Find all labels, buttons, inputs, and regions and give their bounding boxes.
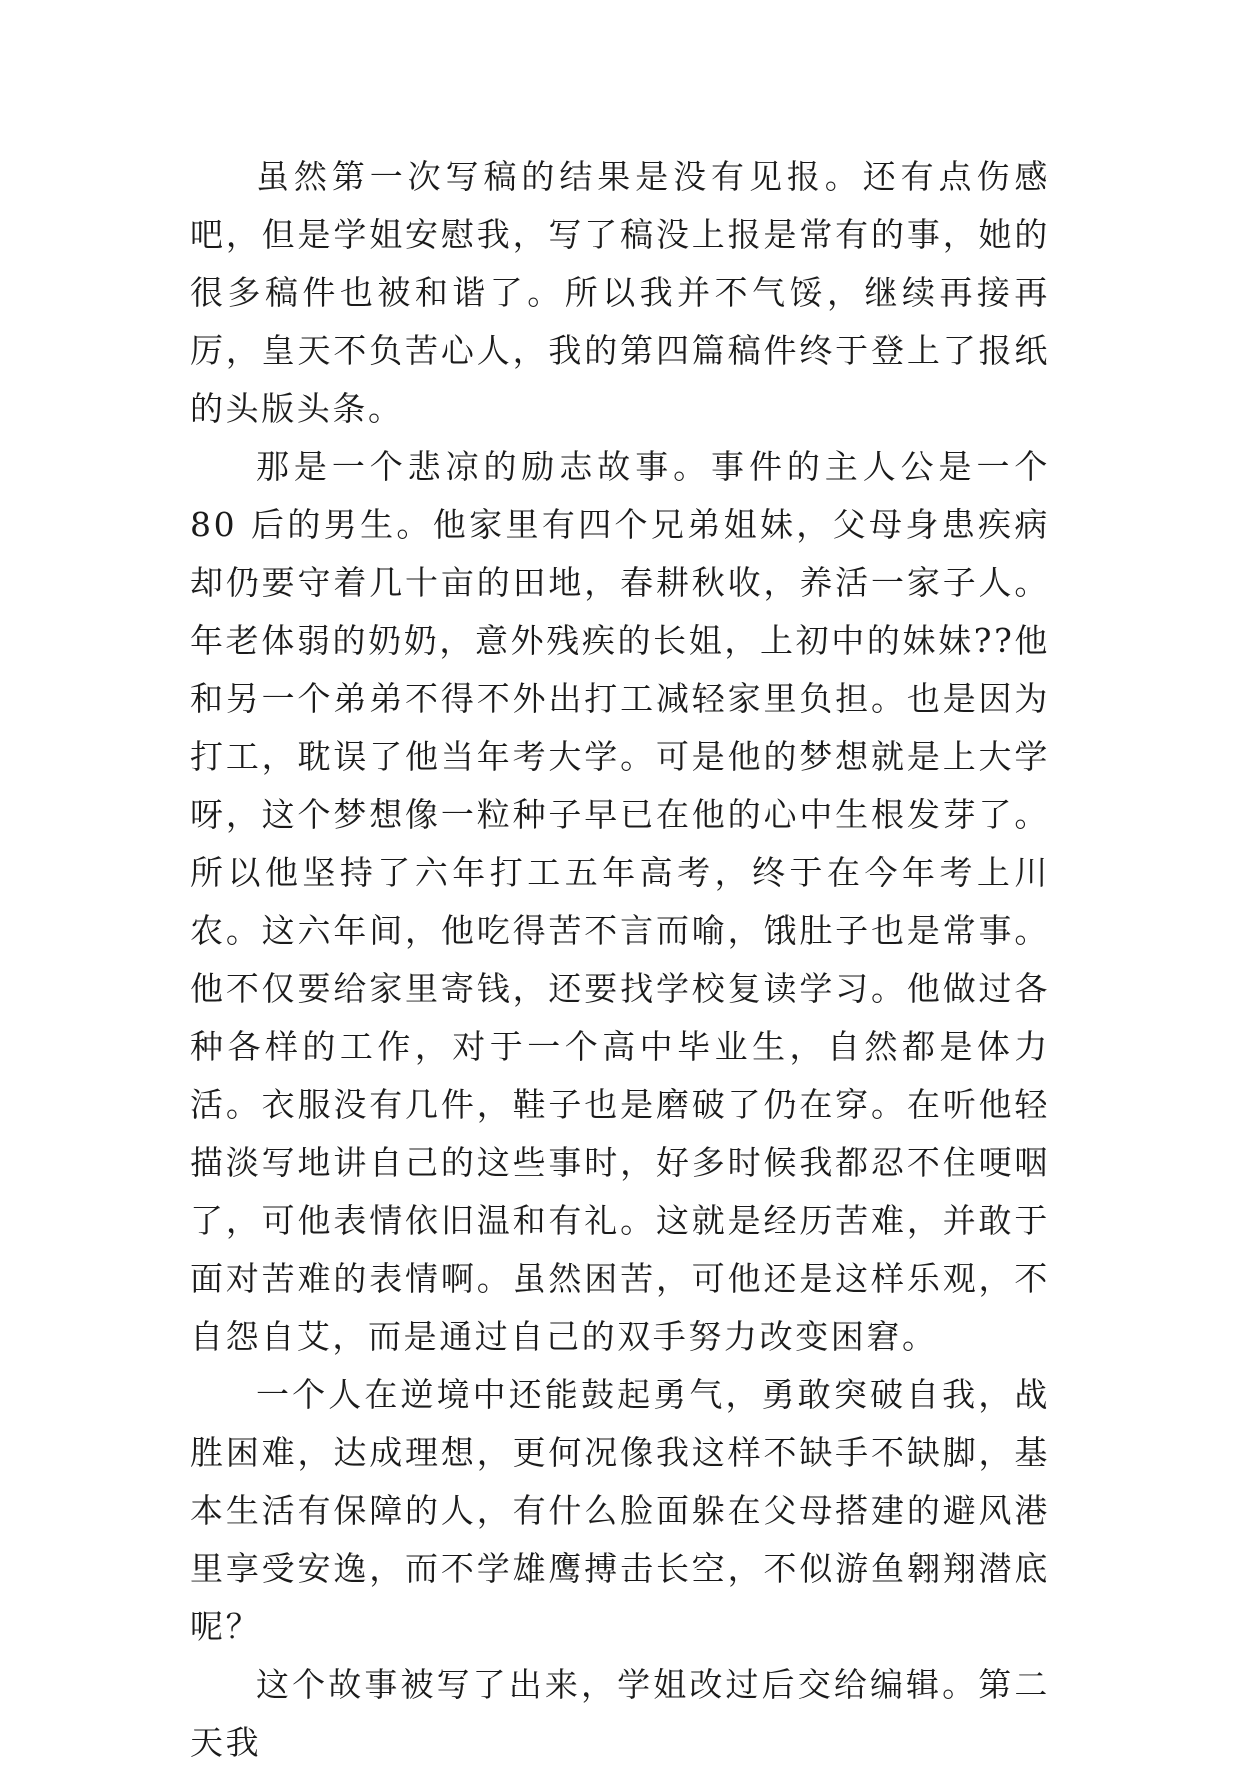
paragraph-3: 一个人在逆境中还能鼓起勇气，勇敢突破自我，战胜困难，达成理想，更何况像我这样不缺手不缺脚，基本生活有保障的人，有什么脸面躲在父母搭建的避风港里享受安逸，而不学雄鹰搏击长空，不似游鱼翱翔潜底呢？ xyxy=(190,1375,1050,1646)
document-body xyxy=(190,148,1050,1772)
paragraph-1: 虽然第一次写稿的结果是没有见报。还有点伤感吧，但是学姐安慰我，写了稿没上报是常有的事，她的很多稿件也被和谐了。所以我并不气馁，继续再接再厉，皇天不负苦心人，我的第四篇稿件终于登上了报纸的头版头条。 xyxy=(190,157,1050,428)
paragraph-2: 那是一个悲凉的励志故事。事件的主人公是一个 80 后的男生。他家里有四个兄弟姐妹，父母身患疾病却仍要守着几十亩的田地，春耕秋收，养活一家子人。年老体弱的奶奶，意外残疾的长姐，上初中的妹妹??他和另一个弟弟不得不外出打工减轻家里负担。也是因为打工，耽误了他当年考大学。可是他的梦想就是上大学呀，这个梦想像一粒种子早已在他的心中生根发芽了。所以他坚持了六年打工五年高考，终于在今年考上川农。这六年间，他吃得苦不言而喻，饿肚子也是常事。他不仅要给家里寄钱，还要找学校复读学习。他做过各种各样的工作，对于一个高中毕业生，自然都是体力活。衣服没有几件，鞋子也是磨破了仍在穿。在听他轻描淡写地讲自己的这些事时，好多时候我都忍不住哽咽了，可他表情依旧温和有礼。这就是经历苦难，并敢于面对苦难的表情啊。虽然困苦，可他还是这样乐观，不自怨自艾，而是通过自己的双手努力改变困窘。 xyxy=(190,447,1050,1356)
paragraph-4: 这个故事被写了出来，学姐改过后交给编辑。第二天我 xyxy=(190,1665,1050,1762)
